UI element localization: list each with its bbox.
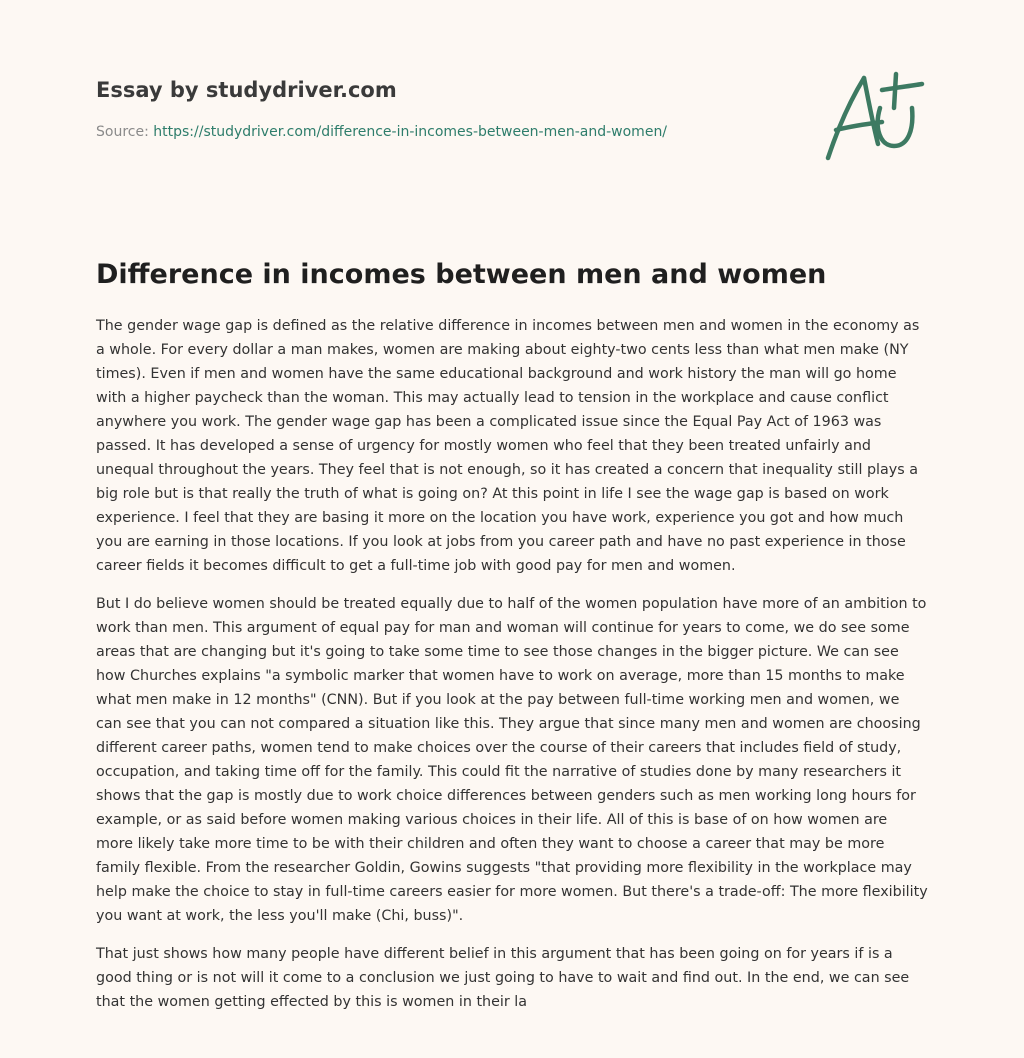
paragraph: But I do believe women should be treated equally due to half of the women population have more of an ambition to work than men. This argument of equal pay for man and woman will continue for years to come, we do see some areas that are changing but it's going to take some time to see those changes in the bigger picture. We can see how Churches explains "a symbolic marker that women have to work on average, more than 15 months to make what men make in 12 months" (CNN). But if you look at the pay between full-time working men and women, we can see that you can not compared a situation like this. They argue that since many men and women are choosing different career paths, women tend to make choices over the course of their careers that includes field of study, occupation, and taking time off for the family. This could fit the narrative of studies done by many researchers it shows that the gap is mostly due to work choice differences between genders such as men working long hours for example, or as said before women making various choices in their life. All of this is base of on how women are more likely take more time to be with their children and often they want to choose a career that may be more family flexible. From the researcher Goldin, Gowins suggests "that providing more flexibility in the workplace may help make the choice to stay in full-time careers easier for more women. But there's a trade-off: The more flexibility you want at work, the less you'll make (Chi, buss)". bbox=[96, 596, 928, 924]
article-title: Difference in incomes between men and women bbox=[96, 259, 827, 290]
paragraph: The gender wage gap is defined as the relative difference in incomes between men and women in the economy as a whole. For every dollar a man makes, women are making about eighty-two cents less than what men make (NY times). Even if men and women have the same educational background and work history the man will go home with a higher paycheck than the woman. This may actually lead to tension in the workplace and cause conflict anywhere you work. The gender wage gap has been a complicated issue since the Equal Pay Act of 1963 was passed. It has developed a sense of urgency for mostly women who feel that they been treated unfairly and unequal throughout the years. They feel that is not enough, so it has created a concern that inequality still plays a big role but is that really the truth of what is going on? At this point in life I see the wage gap is based on work experience. I feel that they are basing it more on the location you have work, experience you got and how much you are earning in those locations. If you look at jobs from you career path and have no past experience in those career fields it becomes difficult to get a full-time job with good pay for men and women. bbox=[96, 318, 920, 574]
site-title: Essay by studydriver.com bbox=[96, 78, 397, 102]
source-label: Source: bbox=[96, 124, 149, 140]
source-link[interactable]: https://studydriver.com/difference-in-incomes-between-men-and-women/ bbox=[153, 124, 668, 140]
paragraph: That just shows how many people have different belief in this argument that has been going on for years if is a good thing or is not will it come to a conclusion we just going to have to wait and find out. In the end, we can see that the women getting effected by this is women in their la bbox=[96, 946, 910, 1010]
page-header bbox=[96, 74, 796, 142]
a-plus-logo-icon bbox=[822, 68, 928, 164]
source-line bbox=[96, 122, 796, 142]
article-body bbox=[96, 314, 928, 1028]
